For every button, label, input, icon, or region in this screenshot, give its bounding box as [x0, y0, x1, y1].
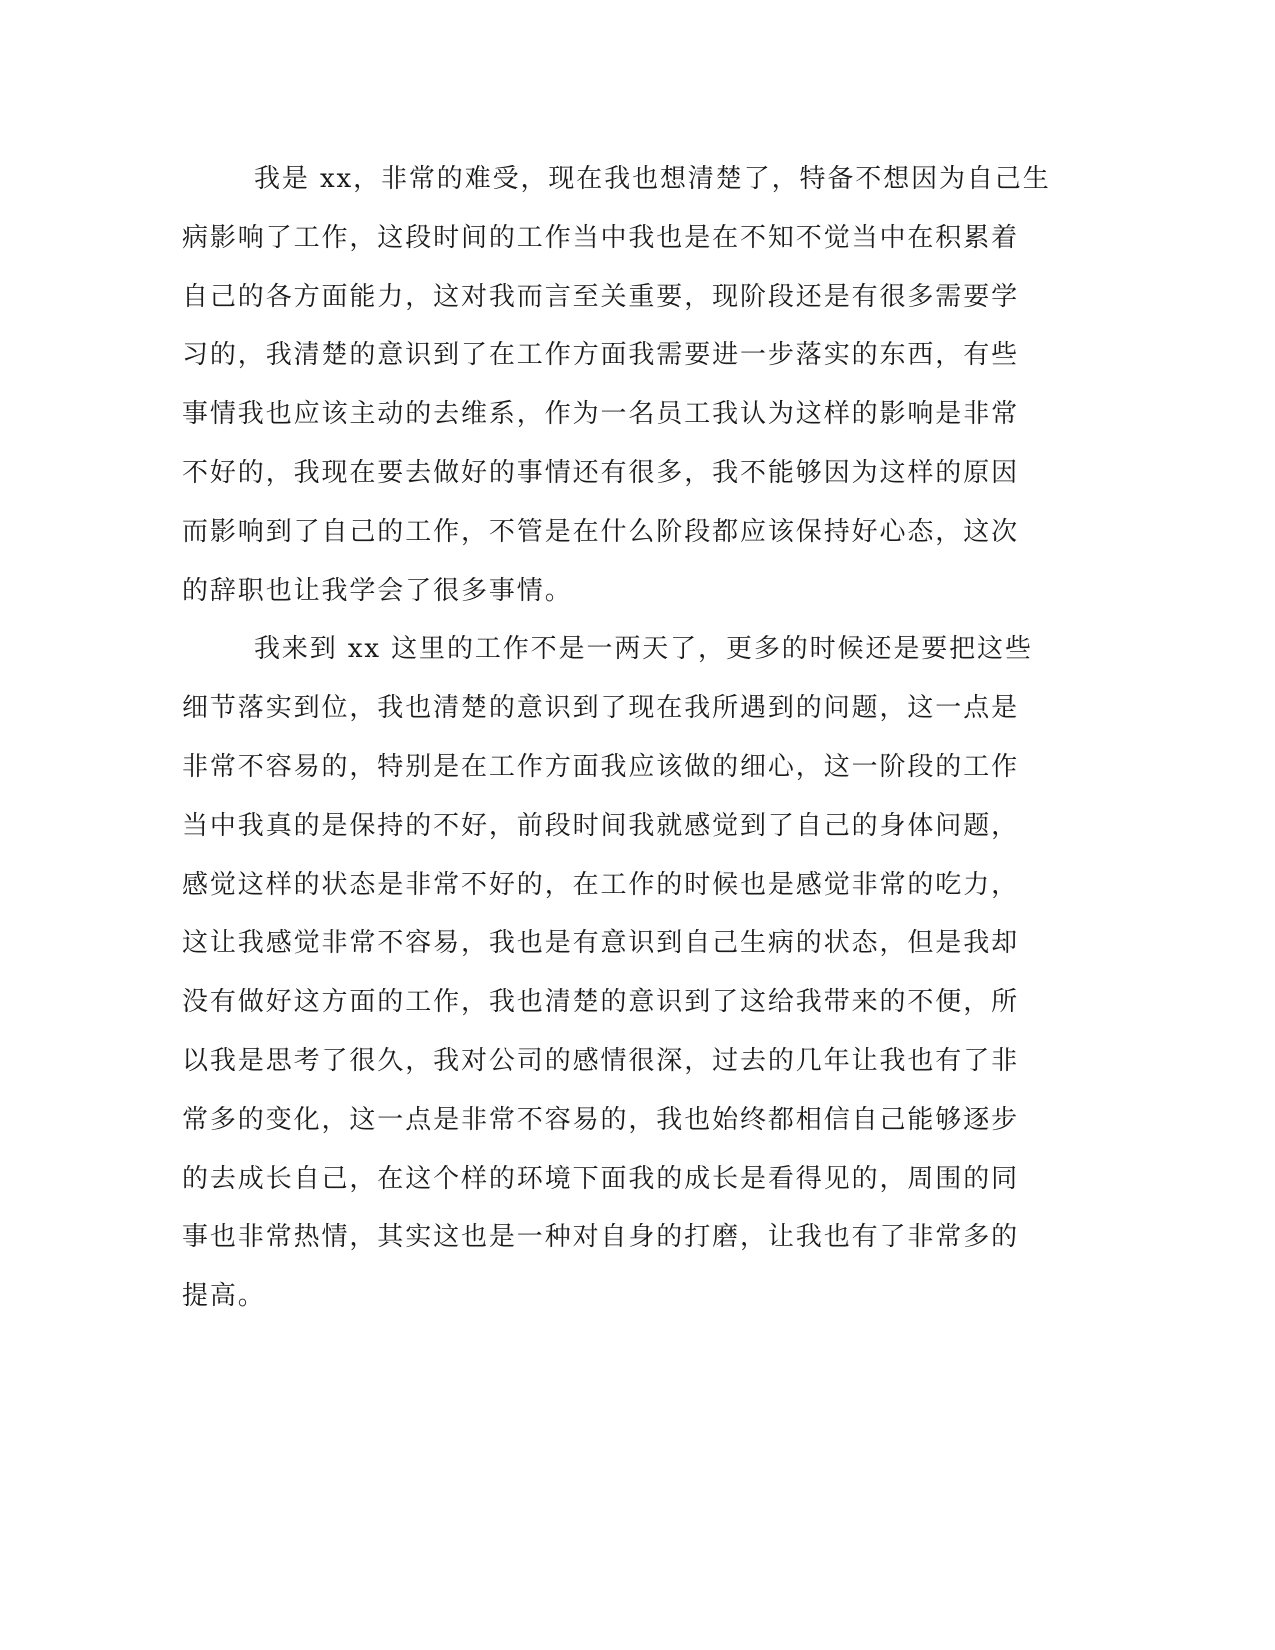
paragraph-line: 这让我感觉非常不容易，我也是有意识到自己生病的状态，但是我却	[182, 928, 1020, 959]
document-body	[182, 150, 1051, 1326]
paragraph-line: 事情我也应该主动的去维系，作为一名员工我认为这样的影响是非常	[182, 399, 1020, 430]
paragraph-line: 的辞职也让我学会了很多事情。	[182, 575, 573, 606]
paragraph-line: 非常不容易的，特别是在工作方面我应该做的细心，这一阶段的工作	[182, 751, 1020, 782]
paragraph-2	[182, 620, 1032, 1326]
paragraph-line: 没有做好这方面的工作，我也清楚的意识到了这给我带来的不便，所	[182, 987, 1020, 1018]
paragraph-line: 当中我真的是保持的不好，前段时间我就感觉到了自己的身体问题，	[182, 810, 1020, 841]
paragraph-line: 不好的，我现在要去做好的事情还有很多，我不能够因为这样的原因	[182, 457, 1020, 488]
paragraph-line: 我来到 xx 这里的工作不是一两天了，更多的时候还是要把这些	[254, 634, 1033, 665]
paragraph-line: 的去成长自己，在这个样的环境下面我的成长是看得见的，周围的同	[182, 1163, 1020, 1194]
paragraph-line: 事也非常热情，其实这也是一种对自身的打磨，让我也有了非常多的	[182, 1222, 1020, 1253]
paragraph-line: 病影响了工作，这段时间的工作当中我也是在不知不觉当中在积累着	[182, 222, 1020, 253]
paragraph-1	[182, 150, 1051, 620]
paragraph-line: 细节落实到位，我也清楚的意识到了现在我所遇到的问题，这一点是	[182, 693, 1020, 724]
paragraph-line: 习的，我清楚的意识到了在工作方面我需要进一步落实的东西，有些	[182, 340, 1020, 371]
paragraph-line: 常多的变化，这一点是非常不容易的，我也始终都相信自己能够逐步	[182, 1104, 1020, 1135]
paragraph-line: 而影响到了自己的工作，不管是在什么阶段都应该保持好心态，这次	[182, 516, 1020, 547]
paragraph-line: 自己的各方面能力，这对我而言至关重要，现阶段还是有很多需要学	[182, 281, 1020, 312]
paragraph-line: 以我是思考了很久，我对公司的感情很深，过去的几年让我也有了非	[182, 1045, 1020, 1076]
paragraph-line: 提高。	[182, 1281, 266, 1312]
paragraph-line: 感觉这样的状态是非常不好的，在工作的时候也是感觉非常的吃力，	[182, 869, 1020, 900]
paragraph-line: 我是 xx，非常的难受，现在我也想清楚了，特备不想因为自己生	[254, 164, 1051, 194]
